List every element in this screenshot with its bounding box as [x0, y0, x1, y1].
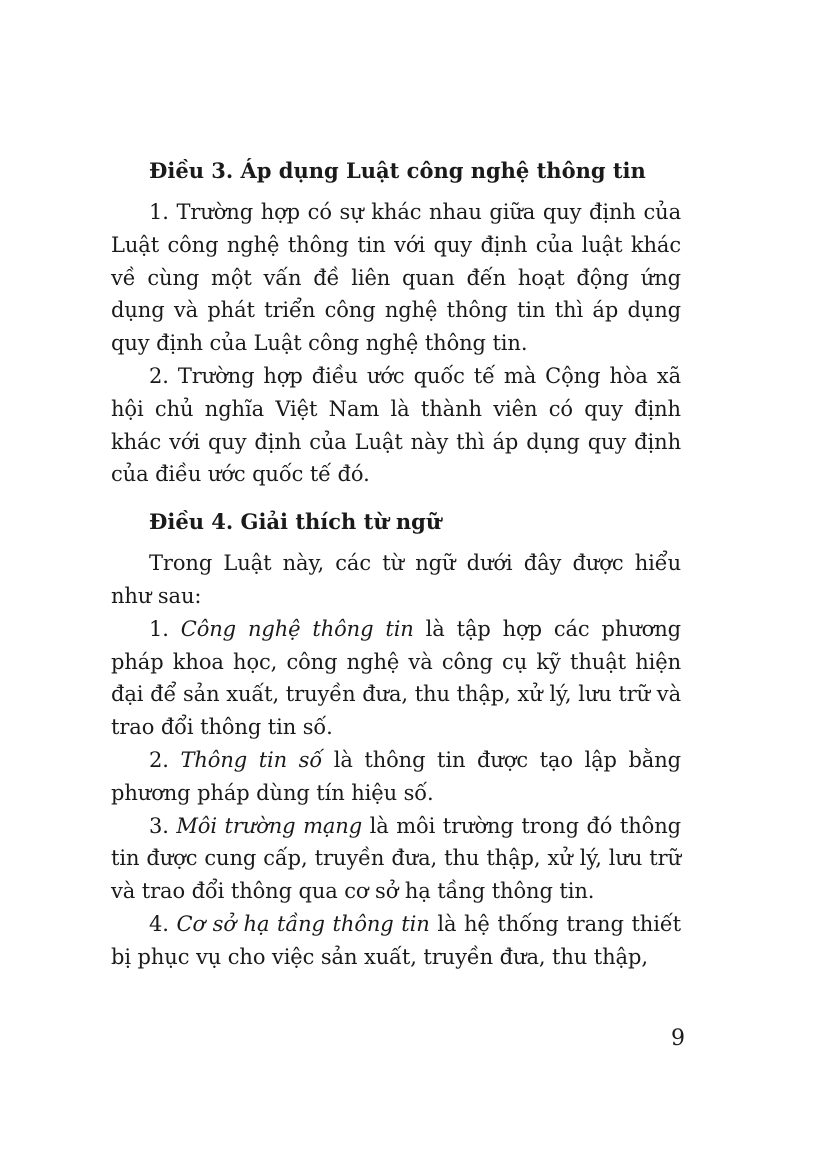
definition-term: Cơ sở hạ tầng thông tin: [176, 911, 430, 936]
definition-number: 2.: [149, 747, 181, 772]
definition-item: [111, 744, 681, 810]
definition-text: là hệ thống trang thiết bị phục vụ cho việc sản xuất, truyền đưa, thu thập,: [111, 911, 681, 969]
definition-term: Công nghệ thông tin: [180, 616, 414, 641]
article-4-heading: Điều 4. Giải thích từ ngữ: [149, 509, 442, 535]
page-number: 9: [671, 1026, 685, 1051]
definition-item: [111, 810, 681, 908]
definition-item: [111, 613, 681, 744]
definition-number: 4.: [149, 911, 177, 936]
definition-text: là tập hợp các phương pháp khoa học, công nghệ và công cụ kỹ thuật hiện đại để sản xuất, truyền đưa, thu thập, xử lý, lưu trữ và trao đổi thông tin số.: [111, 616, 681, 740]
definition-number: 3.: [149, 813, 177, 838]
article-4-intro: Trong Luật này, các từ ngữ dưới đây được hiểu như sau:: [111, 551, 681, 608]
definition-number: 1.: [149, 616, 181, 641]
definition-term: Môi trường mạng: [176, 813, 363, 838]
definition-item: [111, 908, 681, 974]
definition-text: là thông tin được tạo lập bằng phương pháp dùng tín hiệu số.: [111, 747, 681, 805]
article-3-heading: Điều 3. Áp dụng Luật công nghệ thông tin: [149, 158, 646, 183]
definition-text: là môi trường trong đó thông tin được cung cấp, truyền đưa, thu thập, xử lý, lưu trữ và trao đổi thông qua cơ sở hạ tầng thông tin.: [111, 813, 681, 904]
article-3-clause-1: 1. Trường hợp có sự khác nhau giữa quy định của Luật công nghệ thông tin với quy định của luật khác về cùng một vấn đề liên quan đến hoạt động ứng dụng và phát triển công nghệ thông tin thì áp dụng quy định của Luật công nghệ thông tin.: [111, 200, 681, 356]
definition-term: Thông tin số: [180, 747, 323, 772]
article-3-clause-2: 2. Trường hợp điều ước quốc tế mà Cộng hòa xã hội chủ nghĩa Việt Nam là thành viên có quy định khác với quy định của Luật này thì áp dụng quy định của điều ước quốc tế đó.: [111, 363, 681, 487]
page-body: [111, 154, 681, 974]
